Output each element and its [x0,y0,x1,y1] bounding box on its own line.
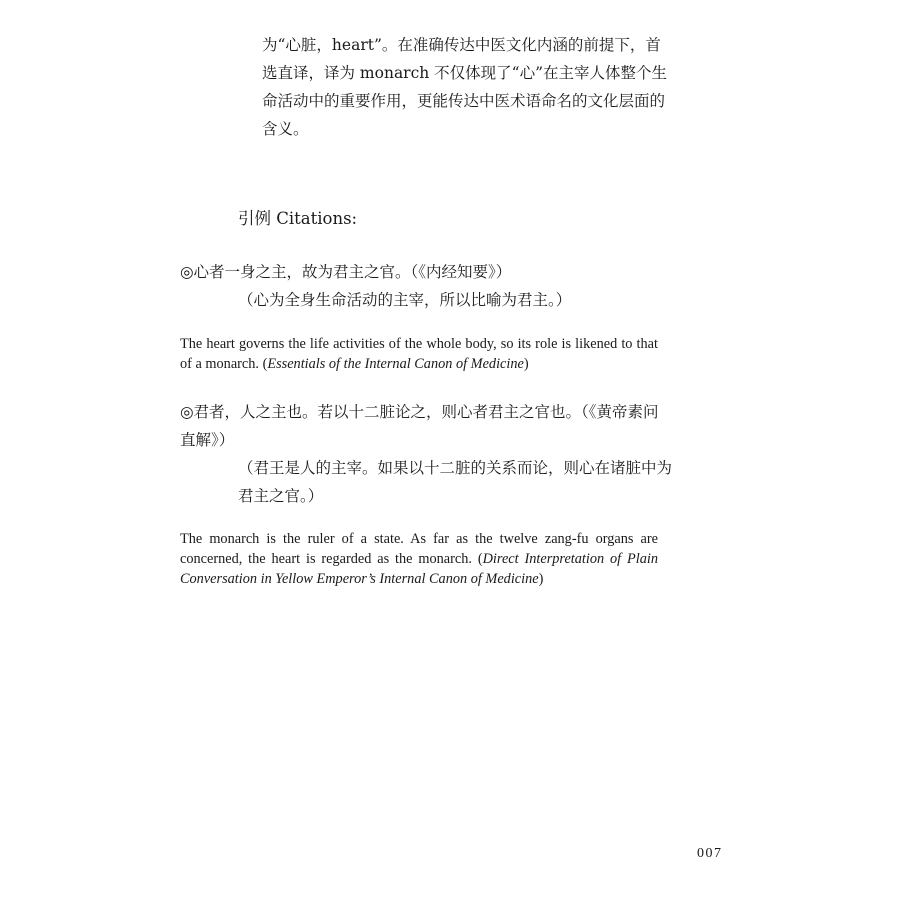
paragraph-line: 命活动中的重要作用，更能传达中医术语命名的文化层面的 [262,92,666,110]
paragraph-line: 选直译，译为 monarch 不仅体现了“心”在主宰人体整个生 [262,64,668,82]
modern-translation: （心为全身生命活动的主宰，所以比喻为君主。） [238,291,572,309]
citation-2-english [180,529,658,589]
modern-translation: 君主之官。） [238,487,324,505]
english-translation: The monarch is the ruler of a state. As far as the twelve zang-fu organs are concerned, the heart is regarded as the monarch. ( [180,531,658,567]
source-title: Direct Interpretation of Plain Conversation in Yellow Emperor’s Internal Canon of Medicine [180,551,658,587]
classical-quote: ◎心者一身之主，故为君主之官。（《内经知要》） [180,263,512,281]
modern-translation: （君王是人的主宰。如果以十二脏的关系而论，则心在诸脏中为 [238,459,673,477]
citation-2-chinese [180,398,673,510]
closing-paren: ) [523,356,529,372]
classical-quote: 直解》） [180,431,235,449]
english-translation: The heart governs the life activities of the whole body, so its role is likened to that of a monarch. ( [180,336,658,372]
closing-paren: ) [538,571,544,587]
citation-1-chinese [180,258,662,314]
source-title: Essentials of the Internal Canon of Medicine [267,356,524,372]
citation-1-english [180,334,658,374]
page-number: 007 [697,846,723,861]
paragraph-line: 为“心脏，heart”。在准确传达中医文化内涵的前提下，首 [262,36,661,54]
paragraph-line: 含义。 [262,120,309,138]
classical-quote: ◎君者，人之主也。若以十二脏论之，则心者君主之官也。（《黄帝素问 [180,403,659,421]
citations-heading: 引例 Citations: [238,209,358,228]
intro-paragraph [262,31,668,143]
